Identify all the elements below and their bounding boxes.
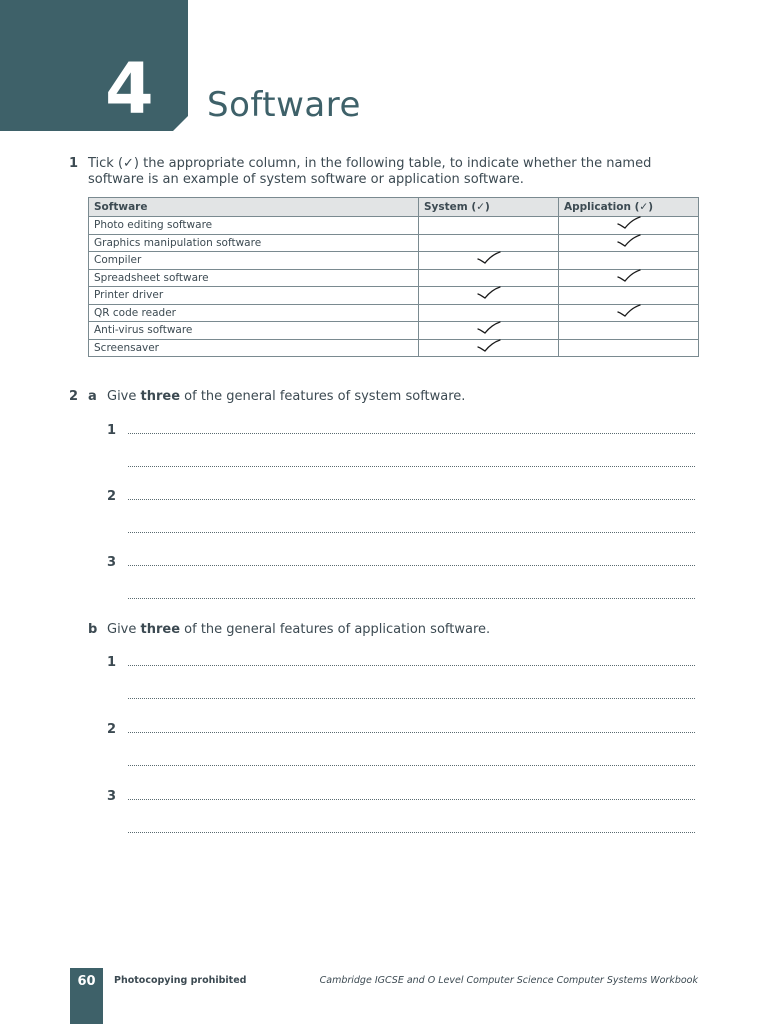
system-cell[interactable] xyxy=(419,322,559,340)
software-name-cell: Graphics manipulation software xyxy=(89,234,419,252)
software-name-cell: QR code reader xyxy=(89,304,419,322)
chapter-title: Software xyxy=(207,85,361,125)
application-cell[interactable] xyxy=(559,322,699,340)
footer-book-title: Cambridge IGCSE and O Level Computer Science Computer Systems Workbook xyxy=(319,975,698,986)
system-cell[interactable] xyxy=(419,252,559,270)
answer-line[interactable] xyxy=(128,598,695,599)
footer-copyright: Photocopying prohibited xyxy=(114,975,247,986)
application-cell[interactable] xyxy=(559,217,699,235)
table-header-row xyxy=(89,198,699,217)
header-software: Software xyxy=(89,198,419,217)
table-row xyxy=(89,304,699,322)
answer-line[interactable] xyxy=(128,433,695,434)
chapter-number: 4 xyxy=(105,48,154,130)
question-2a-text: Give three of the general features of system software. xyxy=(107,389,466,404)
application-cell[interactable] xyxy=(559,339,699,357)
answer-line[interactable] xyxy=(128,565,695,566)
software-table xyxy=(88,197,699,357)
table-row xyxy=(89,287,699,305)
question-1-text: Tick (✓) the appropriate column, in the following table, to indicate whether the named software is an example of system software or application software. xyxy=(88,156,652,187)
system-cell[interactable] xyxy=(419,234,559,252)
answer-2b-2-number: 2 xyxy=(107,722,117,737)
software-name-cell: Compiler xyxy=(89,252,419,270)
answer-2a-1-number: 1 xyxy=(107,423,117,438)
table-row xyxy=(89,252,699,270)
table-row xyxy=(89,269,699,287)
answer-line[interactable] xyxy=(128,698,695,699)
system-cell[interactable] xyxy=(419,217,559,235)
application-cell[interactable] xyxy=(559,234,699,252)
chapter-banner xyxy=(0,0,188,131)
system-cell[interactable] xyxy=(419,269,559,287)
answer-line[interactable] xyxy=(128,765,695,766)
software-name-cell: Anti-virus software xyxy=(89,322,419,340)
system-cell[interactable] xyxy=(419,339,559,357)
answer-2b-1-number: 1 xyxy=(107,655,117,670)
answer-2a-2-number: 2 xyxy=(107,489,117,504)
answer-2a-3-number: 3 xyxy=(107,555,117,570)
answer-2b-3-number: 3 xyxy=(107,789,117,804)
answer-line[interactable] xyxy=(128,732,695,733)
software-name-cell: Photo editing software xyxy=(89,217,419,235)
table-row xyxy=(89,234,699,252)
answer-line[interactable] xyxy=(128,799,695,800)
header-application: Application (✓) xyxy=(559,198,699,217)
system-cell[interactable] xyxy=(419,287,559,305)
table-row xyxy=(89,322,699,340)
header-system: System (✓) xyxy=(419,198,559,217)
question-2b-text: Give three of the general features of application software. xyxy=(107,622,491,637)
application-cell[interactable] xyxy=(559,287,699,305)
application-cell[interactable] xyxy=(559,269,699,287)
answer-line[interactable] xyxy=(128,532,695,533)
answer-line[interactable] xyxy=(128,665,695,666)
system-cell[interactable] xyxy=(419,304,559,322)
question-2-number: 2 xyxy=(69,389,79,404)
application-cell[interactable] xyxy=(559,304,699,322)
page-number: 60 xyxy=(77,974,96,989)
answer-line[interactable] xyxy=(128,466,695,467)
software-name-cell: Spreadsheet software xyxy=(89,269,419,287)
table-row xyxy=(89,217,699,235)
answer-line[interactable] xyxy=(128,832,695,833)
question-1-number: 1 xyxy=(69,156,79,171)
software-name-cell: Screensaver xyxy=(89,339,419,357)
question-2a-letter: a xyxy=(88,389,97,404)
application-cell[interactable] xyxy=(559,252,699,270)
table-row xyxy=(89,339,699,357)
question-2b-letter: b xyxy=(88,622,98,637)
software-name-cell: Printer driver xyxy=(89,287,419,305)
answer-line[interactable] xyxy=(128,499,695,500)
